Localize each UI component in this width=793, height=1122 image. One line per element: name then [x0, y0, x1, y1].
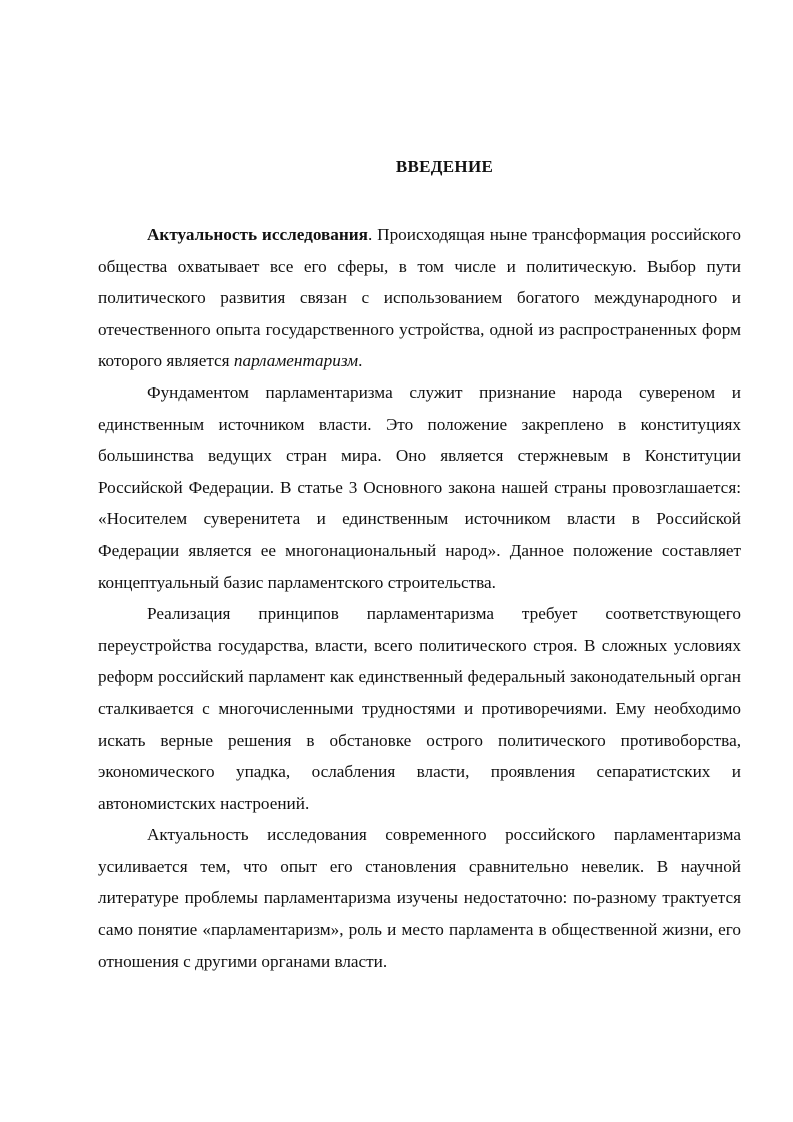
paragraph-1-text: . Происходящая ныне трансформация российского общества охватывает все его сферы, в том числе и политическую. Выбор пути политического развития связан с использованием богатого международного и отечественного опыта государственного устройства, одной из распространенных форм которого является [98, 225, 742, 371]
body-text [98, 219, 741, 977]
paragraph-1-lead: Актуальность исследования [147, 225, 368, 244]
section-heading: ВВЕДЕНИЕ [395, 157, 494, 176]
paragraph-1 [98, 219, 741, 377]
paragraph-2: Фундаментом парламентаризма служит признание народа сувереном и единственным источником власти. Это положение закреплено в конституциях большинства ведущих стран мира. Оно является стержневым в Конституции Российской Федерации. В статье 3 Основного закона нашей страны провозглашается: «Носителем суверенитета и единственным источником власти в Российской Федерации является ее многонациональный народ». Данное положение составляет концептуальный базис парламентского строительства. [98, 382, 741, 592]
paragraph-1-term: парламентаризм [233, 351, 359, 371]
paragraph-4: Актуальность исследования современного российского парламентаризма усиливается тем, что опыт его становления сравнительно невелик. В научной литературе проблемы парламентаризма изучены недостаточно: по-разному трактуется само понятие «парламентаризм», роль и место парламента в общественной жизни, его отношения с другими органами власти. [98, 825, 741, 971]
paragraph-1-tail: . [358, 351, 363, 371]
paragraph-3: Реализация принципов парламентаризма требует соответствующего переустройства государства, власти, всего политического строя. В сложных условиях реформ российский парламент как единственный федеральный законодательный орган сталкивается с многочисленными трудностями и противоречиями. Ему необходимо искать верные решения в обстановке острого политического противоборства, экономического упадка, ослабления власти, проявления сепаратистских и автономистских настроений. [98, 604, 741, 813]
